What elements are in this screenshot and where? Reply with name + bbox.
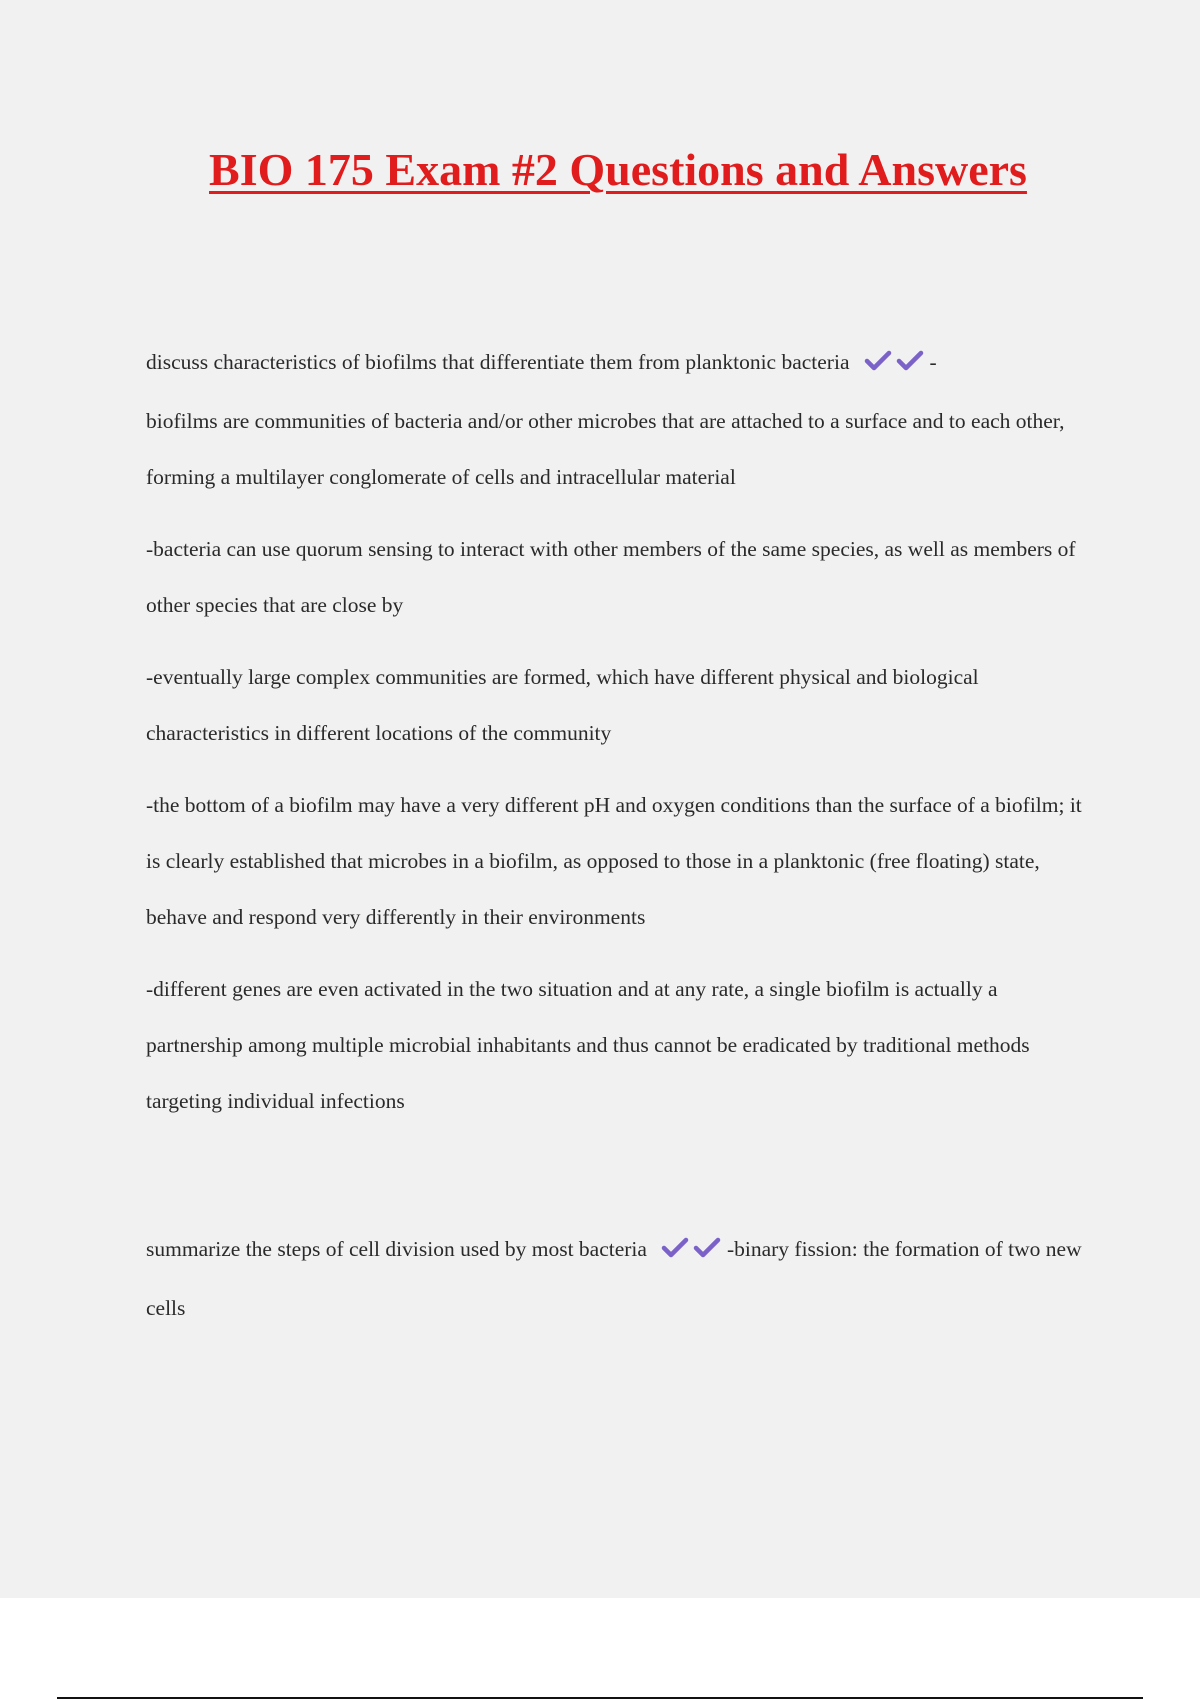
check-icon [896,350,924,372]
question-text: summarize the steps of cell division used by most bacteria [146,1237,647,1261]
answer-paragraph: biofilms are communities of bacteria and/or other microbes that are attached to a surface and to each other, forming a multilayer conglomerate of cells and intracellular material [146,409,1065,489]
footer-divider [57,1697,1143,1699]
answer-paragraph: -eventually large complex communities are formed, which have different physical and biological characteristics in different locations of the community [146,665,979,745]
qa-first-paragraph [146,334,1092,505]
double-check-icon [864,337,928,393]
document-title: BIO 175 Exam #2 Questions and Answers [209,144,1027,195]
qa-item-cell-division [146,1221,1092,1352]
answer-paragraph: -bacteria can use quorum sensing to interact with other members of the same species, as well as members of other species that are close by [146,537,1076,617]
check-icon [864,350,892,372]
answer-text: -binary fission: the formation of two new cells [146,1237,1082,1320]
question-text: discuss characteristics of biofilms that differentiate them from planktonic bacteria [146,350,850,374]
answer-paragraph: -the bottom of a biofilm may have a very different pH and oxygen conditions than the surface of a biofilm; it is clearly established that microbes in a biofilm, as opposed to those in a planktonic (free floating) state, behave and respond very differently in their environments [146,793,1082,929]
answer-dash: - [929,350,937,374]
qa-item-biofilms [146,334,1092,1145]
check-icon [693,1237,721,1259]
check-icon [661,1237,689,1259]
answer-paragraph: -different genes are even activated in the two situation and at any rate, a single biofilm is actually a partnership among multiple microbial inhabitants and thus cannot be eradicated by traditional methods targeting individual infections [146,977,1030,1113]
qa-paragraph [146,1221,1092,1336]
double-check-icon [661,1224,725,1280]
